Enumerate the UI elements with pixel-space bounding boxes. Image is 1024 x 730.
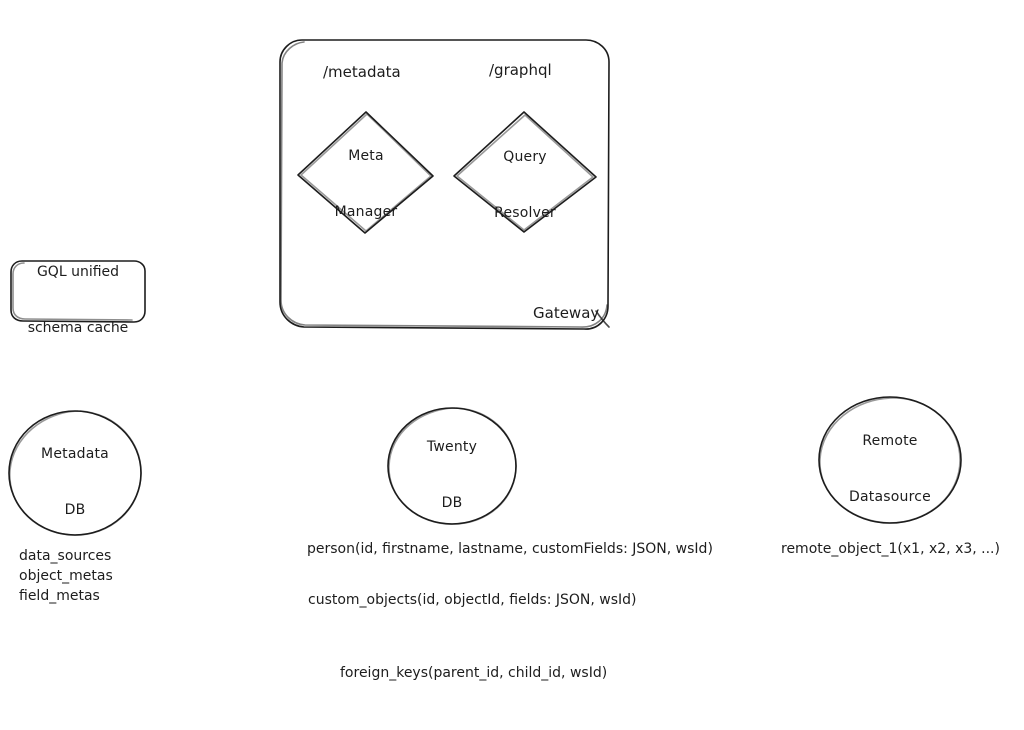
metadata-db-table-2: object_metas — [19, 568, 113, 584]
cache-label — [28, 225, 129, 357]
meta-manager-label-line1: Meta — [348, 147, 384, 164]
gateway-box — [280, 40, 609, 329]
cache-label-line1: GQL unified — [36, 263, 120, 280]
gateway-label: Gateway — [533, 304, 600, 322]
metadata-db-table-3: field_metas — [19, 588, 100, 604]
meta-manager-label — [335, 109, 398, 241]
metadata-db-label-line2: DB — [64, 502, 86, 519]
remote-datasource-table-1: remote_object_1(x1, x2, x3, ...) — [781, 541, 1000, 557]
metadata-db-table-1: data_sources — [19, 548, 112, 564]
meta-manager-label-line2: Manager — [334, 204, 398, 221]
gateway-box-sketch — [281, 42, 607, 327]
twenty-db-table-2: custom_objects(id, objectId, fields: JSON, wsId) — [308, 592, 637, 608]
metadata-db-label-line1: Metadata — [41, 445, 109, 462]
metadata-endpoint-label: /metadata — [323, 63, 401, 81]
twenty-db-table-3: foreign_keys(parent_id, child_id, wsId) — [340, 665, 608, 681]
query-resolver-label-line2: Resolver — [494, 205, 556, 222]
remote-datasource-label — [849, 394, 931, 526]
query-resolver-label-line1: Query — [503, 148, 547, 165]
cache-label-line2: schema cache — [27, 320, 129, 337]
remote-datasource-label-line2: Datasource — [849, 489, 931, 506]
query-resolver-label — [494, 110, 556, 242]
graphql-endpoint-label: /graphql — [489, 61, 552, 79]
twenty-db-label-line1: Twenty — [426, 438, 478, 455]
twenty-db-label — [427, 400, 477, 532]
remote-datasource-label-line1: Remote — [862, 432, 918, 449]
twenty-db-label-line2: DB — [441, 495, 463, 512]
twenty-db-table-1: person(id, firstname, lastname, customFields: JSON, wsId) — [307, 541, 713, 557]
metadata-db-label — [41, 407, 109, 539]
